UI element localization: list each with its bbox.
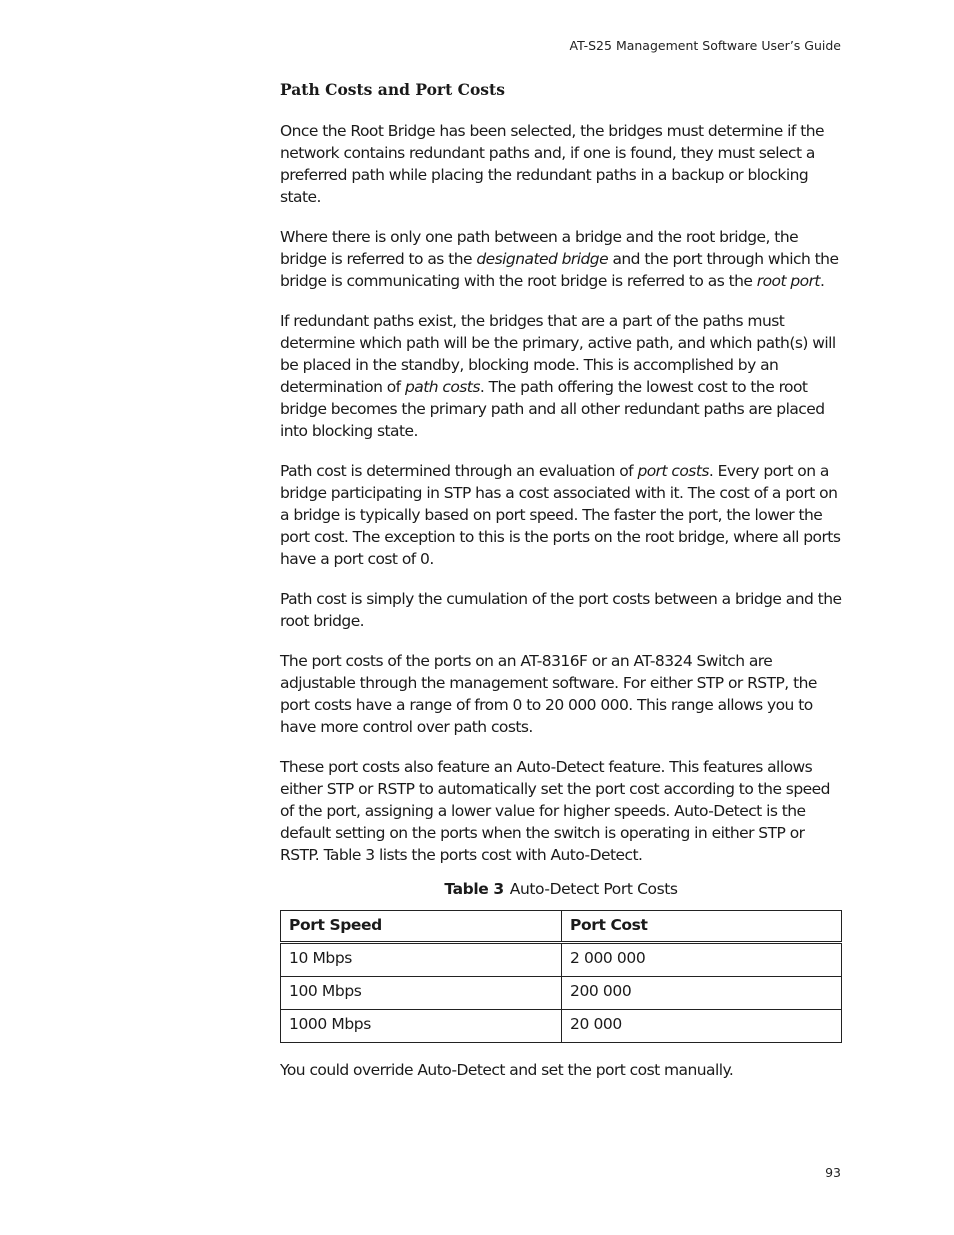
paragraph-port-costs <box>280 460 842 570</box>
table-row <box>281 1010 842 1043</box>
table-row <box>281 943 842 977</box>
table-row <box>281 977 842 1010</box>
table-caption-label: Table 3 <box>444 880 504 898</box>
port-cost-table <box>280 910 842 1043</box>
page-content <box>280 80 842 1099</box>
column-header-port-cost: Port Cost <box>562 911 842 943</box>
cell-port-speed: 100 Mbps <box>281 977 562 1010</box>
table-caption <box>280 878 842 900</box>
term-designated-bridge: designated bridge <box>476 250 609 268</box>
text-run: . The path offering the lowest cost to the root bridge becomes the primary path and all other redundant paths are placed into blocking state. <box>280 378 825 440</box>
table-caption-title: Auto-Detect Port Costs <box>509 880 678 898</box>
text-run: Path cost is determined through an evaluation of <box>280 462 638 480</box>
paragraph-designated-bridge <box>280 226 842 292</box>
term-port-costs: port costs <box>637 462 709 480</box>
text-run: If redundant paths exist, the bridges that are a part of the paths must determine which path will be the primary, active path, and which path(s) will be placed in the standby, blocking mode. This is accomplished by an determination of <box>280 312 836 396</box>
paragraph-auto-detect: These port costs also feature an Auto-Detect feature. This features allows either STP or RSTP to automatically set the port cost according to the speed of the port, assigning a lower value for higher speeds. Auto-Detect is the default setting on the ports when the switch is operating in either STP or RSTP. Table 3 lists the ports cost with Auto-Detect. <box>280 758 830 864</box>
term-root-port: root port <box>756 272 820 290</box>
cell-port-speed: 10 Mbps <box>281 943 562 977</box>
page-number: 93 <box>825 1165 841 1180</box>
text-run: Where there is only one path between a bridge and the root bridge, the bridge is referred to as the <box>280 228 799 268</box>
paragraph-path-cost-definition: Path cost is simply the cumulation of the port costs between a bridge and the root bridge. <box>280 590 842 630</box>
section-heading: Path Costs and Port Costs <box>280 80 505 99</box>
text-run: . Every port on a bridge participating in STP has a cost associated with it. The cost of a port on a bridge is typically based on port speed. The faster the port, the lower the port cost. The exception to this is the ports on the root bridge, where all ports have a port cost of 0. <box>280 462 841 568</box>
running-header: AT-S25 Management Software User’s Guide <box>569 38 841 53</box>
paragraph-override: You could override Auto-Detect and set the port cost manually. <box>280 1061 734 1079</box>
paragraph-redundant-paths <box>280 310 842 442</box>
cell-port-speed: 1000 Mbps <box>281 1010 562 1043</box>
paragraph-root-bridge: Once the Root Bridge has been selected, the bridges must determine if the network contains redundant paths and, if one is found, they must select a preferred path while placing the redundant paths in a backup or blocking state. <box>280 122 824 206</box>
column-header-port-speed: Port Speed <box>281 911 562 943</box>
cell-port-cost: 20 000 <box>562 1010 842 1043</box>
term-path-costs: path costs <box>404 378 480 396</box>
paragraph-adjustable-costs: The port costs of the ports on an AT-8316F or an AT-8324 Switch are adjustable through the management software. For either STP or RSTP, the port costs have a range of from 0 to 20 000 000. This range allows you to have more control over path costs. <box>280 652 817 736</box>
text-run: and the port through which the bridge is communicating with the root bridge is referred to as the <box>280 250 839 290</box>
cell-port-cost: 200 000 <box>562 977 842 1010</box>
cell-port-cost: 2 000 000 <box>562 943 842 977</box>
table-header-row <box>281 911 842 943</box>
text-run: . <box>819 272 825 290</box>
